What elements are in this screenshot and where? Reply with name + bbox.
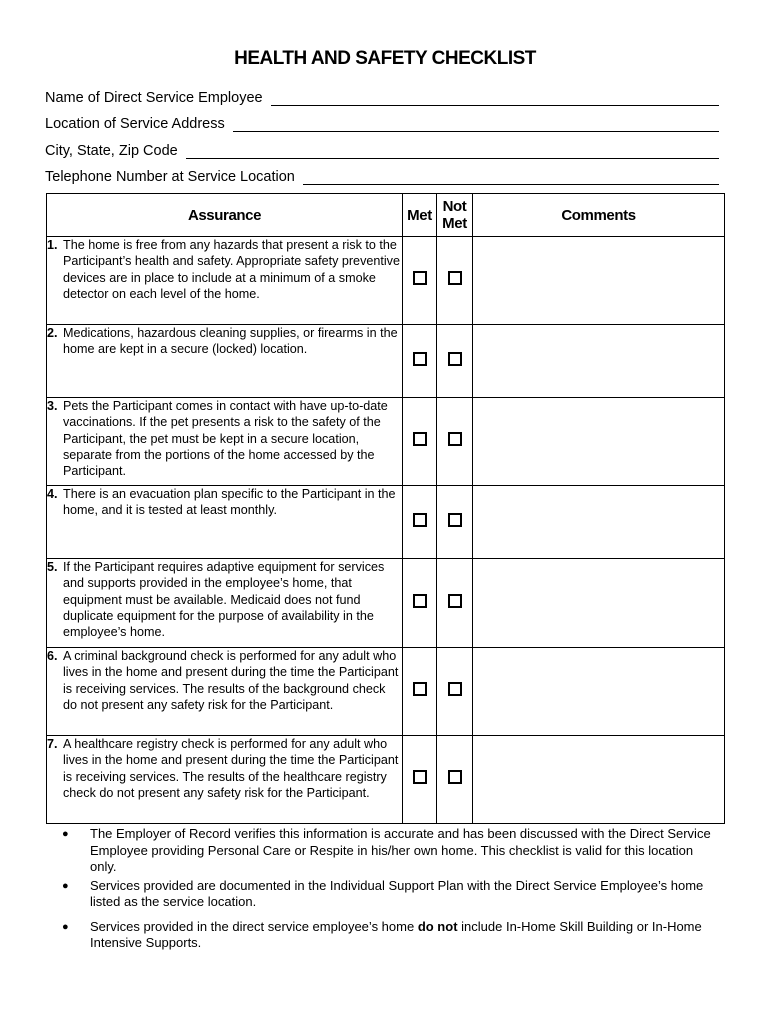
header-not-met-line1: Not	[442, 198, 467, 215]
assurance-cell	[47, 398, 403, 486]
list-item	[62, 878, 712, 911]
table-row	[47, 486, 725, 559]
employee-name-label: Name of Direct Service Employee	[45, 90, 263, 106]
assurance-cell	[47, 736, 403, 824]
not-met-checkbox[interactable]	[448, 271, 462, 285]
bullet-icon: ●	[62, 879, 69, 892]
item-text: A healthcare registry check is performed for any adult who lives in the home and present during the time the Participant is receiving services. The results of the healthcare registry check do not present any safety risk for the Participant.	[63, 737, 399, 800]
met-checkbox[interactable]	[413, 770, 427, 784]
note-text: The Employer of Record verifies this information is accurate and has been discussed with the Direct Service Employee providing Personal Care or Respite in his/her own home. This checklist is valid for this location only.	[90, 826, 711, 874]
assurance-cell	[47, 648, 403, 736]
met-cell	[403, 559, 437, 648]
not-met-checkbox[interactable]	[448, 770, 462, 784]
telephone-field	[45, 165, 719, 185]
met-cell	[403, 736, 437, 824]
item-number: 6.	[47, 649, 58, 663]
not-met-cell	[437, 237, 473, 325]
met-checkbox[interactable]	[413, 352, 427, 366]
header-comments: Comments	[473, 194, 725, 237]
header-not-met-line2: Met	[442, 215, 467, 232]
met-cell	[403, 486, 437, 559]
header-not-met	[437, 194, 473, 237]
item-text: If the Participant requires adaptive equipment for services and supports provided in the employee’s home, that equipment must be available. Medicaid does not fund duplicate equipment for the purpose of availability in the employee’s home.	[63, 560, 385, 640]
not-met-checkbox[interactable]	[448, 432, 462, 446]
service-address-label: Location of Service Address	[45, 116, 225, 132]
not-met-checkbox[interactable]	[448, 513, 462, 527]
comments-cell[interactable]	[473, 736, 725, 824]
city-state-zip-input[interactable]	[186, 144, 719, 159]
met-cell	[403, 648, 437, 736]
header-met: Met	[403, 194, 437, 237]
met-cell	[403, 398, 437, 486]
not-met-checkbox[interactable]	[448, 352, 462, 366]
not-met-cell	[437, 736, 473, 824]
item-number: 1.	[47, 238, 58, 252]
bullet-icon: ●	[62, 920, 69, 933]
checklist-table	[46, 193, 725, 824]
not-met-checkbox[interactable]	[448, 682, 462, 696]
met-cell	[403, 325, 437, 398]
comments-cell[interactable]	[473, 237, 725, 325]
not-met-checkbox[interactable]	[448, 594, 462, 608]
assurance-cell	[47, 559, 403, 648]
service-address-input[interactable]	[233, 117, 719, 132]
not-met-cell	[437, 398, 473, 486]
header-assurance: Assurance	[47, 194, 403, 237]
employee-name-input[interactable]	[271, 91, 719, 106]
comments-cell[interactable]	[473, 325, 725, 398]
item-number: 3.	[47, 399, 58, 413]
item-number: 4.	[47, 487, 58, 501]
item-text: There is an evacuation plan specific to the Participant in the home, and it is tested at least monthly.	[63, 487, 396, 518]
note-text-end: include In-Home Skill Building or In-Home Intensive Supports.	[90, 918, 702, 950]
note-emphasis: do not	[417, 918, 458, 934]
not-met-cell	[437, 325, 473, 398]
note-text: Services provided are documented in the Individual Support Plan with the Direct Service Employee’s home listed as the service location.	[90, 877, 704, 909]
telephone-label: Telephone Number at Service Location	[45, 169, 295, 185]
not-met-cell	[437, 486, 473, 559]
met-cell	[403, 237, 437, 325]
comments-cell[interactable]	[473, 486, 725, 559]
met-checkbox[interactable]	[413, 594, 427, 608]
item-text: The home is free from any hazards that present a risk to the Participant’s health and safety. Appropriate safety preventive devices are in place to include at a minimum of a smoke detector on each level of the home.	[63, 238, 400, 301]
table-row	[47, 325, 725, 398]
comments-cell[interactable]	[473, 398, 725, 486]
item-number: 5.	[47, 560, 58, 574]
note-text	[90, 919, 712, 952]
comments-cell[interactable]	[473, 559, 725, 648]
city-state-zip-label: City, State, Zip Code	[45, 143, 178, 159]
table-header-row	[47, 194, 725, 237]
list-item	[62, 826, 712, 876]
item-number: 2.	[47, 326, 58, 340]
city-state-zip-field	[45, 139, 719, 159]
table-row	[47, 648, 725, 736]
met-checkbox[interactable]	[413, 682, 427, 696]
list-item	[62, 919, 712, 952]
comments-cell[interactable]	[473, 648, 725, 736]
met-checkbox[interactable]	[413, 271, 427, 285]
assurance-cell	[47, 237, 403, 325]
telephone-input[interactable]	[303, 170, 719, 185]
assurance-cell	[47, 486, 403, 559]
not-met-cell	[437, 559, 473, 648]
table-row	[47, 237, 725, 325]
item-text: A criminal background check is performed for any adult who lives in the home and present during the time the Participant is receiving services. The results of the background check do not present any safety risk for the Participant.	[63, 649, 399, 712]
employee-name-field	[45, 86, 719, 106]
notes-list	[62, 826, 712, 952]
table-row	[47, 559, 725, 648]
service-address-field	[45, 112, 719, 132]
bullet-icon: ●	[62, 828, 69, 840]
item-number: 7.	[47, 737, 58, 751]
page-title: HEALTH AND SAFETY CHECKLIST	[234, 48, 536, 69]
item-text: Pets the Participant comes in contact with have up-to-date vaccinations. If the pet presents a risk to the safety of the Participant, the pet must be kept in a secure location, separate from the portions of the home accessed by the Participant.	[63, 399, 388, 479]
note-text-start: Services provided in the direct service employee’s home	[90, 918, 418, 934]
table-row	[47, 398, 725, 486]
not-met-cell	[437, 648, 473, 736]
table-row	[47, 736, 725, 824]
met-checkbox[interactable]	[413, 432, 427, 446]
met-checkbox[interactable]	[413, 513, 427, 527]
item-text: Medications, hazardous cleaning supplies, or firearms in the home are kept in a secure (locked) location.	[63, 326, 398, 357]
assurance-cell	[47, 325, 403, 398]
